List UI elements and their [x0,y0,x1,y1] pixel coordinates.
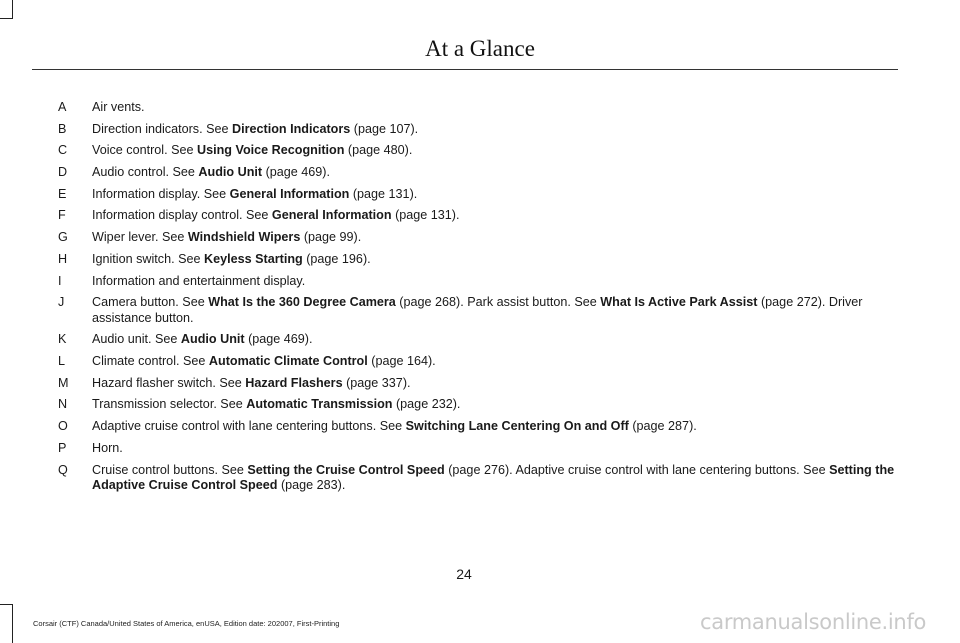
description-text: (page 232). [392,397,461,412]
cross-reference-title: Using Voice Recognition [197,143,345,158]
description-text: (page 469). [262,165,330,180]
page-title: At a Glance [425,36,535,61]
list-item [38,441,898,457]
crop-mark-top-left-horizontal [0,18,13,19]
item-description [92,252,898,268]
list-item [38,122,898,138]
description-text: Audio control. See [92,165,199,180]
description-text: (page 107). [350,121,419,136]
item-letter: D [58,165,68,180]
description-text: Hazard flasher switch. See [92,375,246,390]
item-description [92,419,898,435]
description-text: (page 99). [300,230,362,245]
cross-reference-title: Automatic Climate Control [208,354,368,369]
item-description [92,397,898,413]
description-text: Horn. [92,440,123,455]
item-letter: P [58,440,67,455]
cross-reference-title: Switching Lane Centering On and Off [405,419,629,434]
description-text: Information display. See [92,186,230,201]
list-item [38,252,898,268]
cross-reference-title: Audio Unit [180,332,245,347]
legend-list [38,100,898,500]
item-letter: G [58,230,68,245]
description-text: Information and entertainment display. [92,273,306,288]
description-text: Air vents. [92,100,145,114]
item-letter: C [58,143,68,158]
item-letter: N [58,397,68,412]
cross-reference-title: Setting the Adaptive Cruise Control Speed [92,462,895,492]
list-item [38,295,898,326]
item-letter: F [58,208,66,223]
cross-reference-title: Automatic Transmission [246,397,393,412]
item-description [92,295,898,326]
item-description [92,100,898,116]
description-text: Wiper lever. See [92,230,188,245]
description-text: Audio unit. See [92,332,181,347]
description-text: Adaptive cruise control with lane centering buttons. See [92,419,406,434]
list-item [38,354,898,370]
description-text: (page 131). [349,186,418,201]
description-text: (page 268). Park assist button. See [395,295,601,310]
list-item [38,419,898,435]
description-text: (page 337). [342,375,411,390]
item-description [92,332,898,348]
crop-mark-top-left-vertical [12,0,13,18]
item-description [92,441,898,457]
description-text: (page 480). [344,143,413,158]
list-item [38,208,898,224]
cross-reference-title: What Is the 360 Degree Camera [208,295,396,310]
item-description [92,354,898,370]
description-text: Direction indicators. See [92,121,232,136]
watermark[interactable]: carmanualsonline.info [700,610,927,634]
description-text: Information display control. See [92,208,272,223]
item-letter: B [58,121,67,136]
crop-mark-bottom-left-vertical [12,604,13,643]
item-description [92,274,898,290]
item-letter: M [58,375,69,390]
description-text: Ignition switch. See [92,251,205,266]
description-text: (page 287). [628,419,697,434]
cross-reference-title: What Is Active Park Assist [600,295,758,310]
list-item [38,376,898,392]
cross-reference-title: Setting the Cruise Control Speed [247,462,445,477]
list-item [38,230,898,246]
list-item [38,274,898,290]
description-text: (page 276). Adaptive cruise control with lane centering buttons. See [444,462,830,477]
item-description [92,463,898,494]
list-item [38,397,898,413]
cross-reference-title: General Information [271,208,392,223]
list-item [38,187,898,203]
item-letter: E [58,186,67,201]
list-item [38,100,898,116]
item-letter: L [58,354,66,369]
list-item [38,332,898,348]
cross-reference-title: Windshield Wipers [187,230,301,245]
description-text: Transmission selector. See [92,397,247,412]
item-letter: O [58,419,68,434]
description-text: Cruise control buttons. See [92,462,248,477]
item-description [92,165,898,181]
item-letter: J [58,295,65,310]
cross-reference-title: Direction Indicators [232,121,351,136]
description-text: Climate control. See [92,354,209,369]
item-letter: A [58,100,67,114]
item-description [92,208,898,224]
header-rule [32,69,898,70]
crop-mark-bottom-left-horizontal [0,604,13,605]
description-text: (page 283). [277,478,346,492]
description-text: (page 196). [302,251,371,266]
cross-reference-title: Audio Unit [198,165,263,180]
description-text: (page 469). [244,332,313,347]
item-description [92,376,898,392]
edition-footer: Corsair (CTF) Canada/United States of America, enUSA, Edition date: 202007, First-Printing [33,619,340,628]
list-item [38,165,898,181]
item-description [92,187,898,203]
description-text: Voice control. See [92,143,198,158]
description-text: Camera button. See [92,295,209,310]
cross-reference-title: Hazard Flashers [245,375,343,390]
item-letter: K [58,332,67,347]
item-letter: I [58,273,62,288]
item-description [92,143,898,159]
description-text: (page 131). [391,208,460,223]
cross-reference-title: General Information [229,186,350,201]
item-description [92,122,898,138]
description-text: (page 272). Driver assistance button. [92,295,863,325]
description-text: (page 164). [367,354,436,369]
item-letter: Q [58,462,68,477]
cross-reference-title: Keyless Starting [204,251,303,266]
list-item [38,463,898,494]
page-number: 24 [456,566,472,582]
list-item [38,143,898,159]
item-letter: H [58,251,68,266]
item-description [92,230,898,246]
